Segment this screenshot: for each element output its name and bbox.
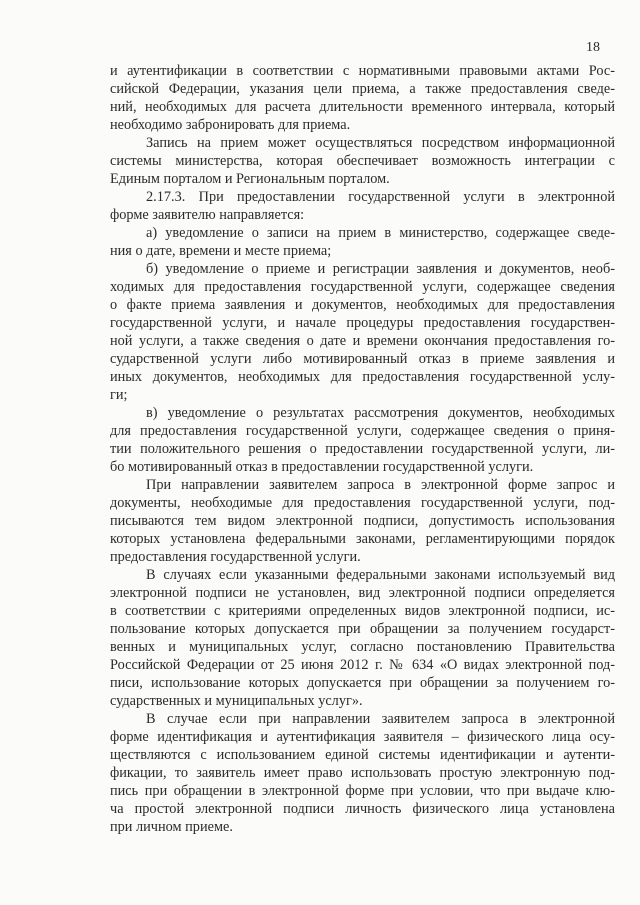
text-line: В случаях если указанными федеральными законами используемый вид <box>146 567 615 583</box>
text-line: электронной подписи не установлен, вид электронной подписи определяется <box>110 585 615 601</box>
text-line: бо мотивированный отказ в предоставлении государственной услуги. <box>110 459 534 475</box>
text-line: писи, использование которых допускается при обращении за получением го- <box>110 675 615 691</box>
text-line: ходимых для предоставления государственной услуги, содержащее сведения <box>110 279 615 295</box>
text-line: а) уведомление о записи на прием в министерство, содержащее сведе- <box>146 225 615 241</box>
text-line: необходимо забронировать для приема. <box>110 117 351 133</box>
text-line: сийской Федерации, указания цели приема, а также предоставления сведе- <box>110 81 615 97</box>
text-line: иных документов, необходимых для предоставления государственной услу- <box>110 369 615 385</box>
text-line: при личном приеме. <box>110 819 233 835</box>
text-line: пись при обращении в электронной форме при условии, что при выдаче клю- <box>110 783 615 799</box>
text-line: о факте приема заявления и документов, необходимых для предоставления <box>110 297 615 313</box>
text-line: венных и муниципальных услуг, согласно постановлению Правительства <box>110 639 615 655</box>
text-line: ги; <box>110 387 128 403</box>
text-line: форме заявителю направляется: <box>110 207 305 223</box>
text-line: и аутентификации в соответствии с нормативными правовыми актами Рос- <box>110 63 615 79</box>
text-line: ча простой электронной подписи личность физического лица установлена <box>110 801 615 817</box>
text-line: 2.17.3. При предоставлении государственной услуги в электронной <box>146 189 615 205</box>
text-line: ний, необходимых для расчета длительности временного интервала, который <box>110 99 615 115</box>
text-line: которых установлена федеральными законами, регламентирующими порядок <box>110 531 615 547</box>
text-line: б) уведомление о приеме и регистрации заявления и документов, необ- <box>146 261 615 277</box>
text-line: При направлении заявителем запроса в электронной форме запрос и <box>146 477 615 493</box>
text-line: предоставления государственной услуги. <box>110 549 361 565</box>
text-line: Российской Федерации от 25 июня 2012 г. № 634 «О видах электронной под- <box>110 657 615 673</box>
text-line: пользование которых допускается при обращении за получением государст- <box>110 621 615 637</box>
text-line: писываются тем видом электронной подписи, допустимость использования <box>110 513 615 529</box>
text-line: Запись на прием может осуществляться посредством информационной <box>146 135 615 151</box>
text-line: сударственной услуги либо мотивированный отказ в приеме заявления и <box>110 351 615 367</box>
text-line: В случае если при направлении заявителем запроса в электронной <box>146 711 615 727</box>
text-line: ной услуги, а также сведения о дате и времени окончания предоставления го- <box>110 333 615 349</box>
text-line: фикации, то заявитель имеет право использовать простую электронную под- <box>110 765 615 781</box>
text-line: ществляются с использованием единой системы идентификации и аутенти- <box>110 747 615 763</box>
text-line: сударственных и муниципальных услуг». <box>110 693 363 709</box>
text-line: системы министерства, которая обеспечивает возможность интеграции с <box>110 153 615 169</box>
text-line: государственной услуги, и начале процедуры предоставления государствен- <box>110 315 615 331</box>
text-line: документы, необходимые для предоставления государственной услуги, под- <box>110 495 615 511</box>
text-line: в) уведомление о результатах рассмотрения документов, необходимых <box>146 405 615 421</box>
text-line: форме идентификация и аутентификация заявителя – физического лица осу- <box>110 729 615 745</box>
text-line: тии положительного решения о предоставлении государственной услуги, ли- <box>110 441 615 457</box>
document-body <box>110 62 615 836</box>
page-number: 18 <box>586 40 600 55</box>
text-line: Единым порталом и Региональным порталом. <box>110 171 390 187</box>
text-line: для предоставления государственной услуги, содержащее сведения о приня- <box>110 423 615 439</box>
text-line: в соответствии с критериями определенных видов электронной подписи, ис- <box>110 603 615 619</box>
text-line: ния о дате, времени и месте приема; <box>110 243 332 259</box>
